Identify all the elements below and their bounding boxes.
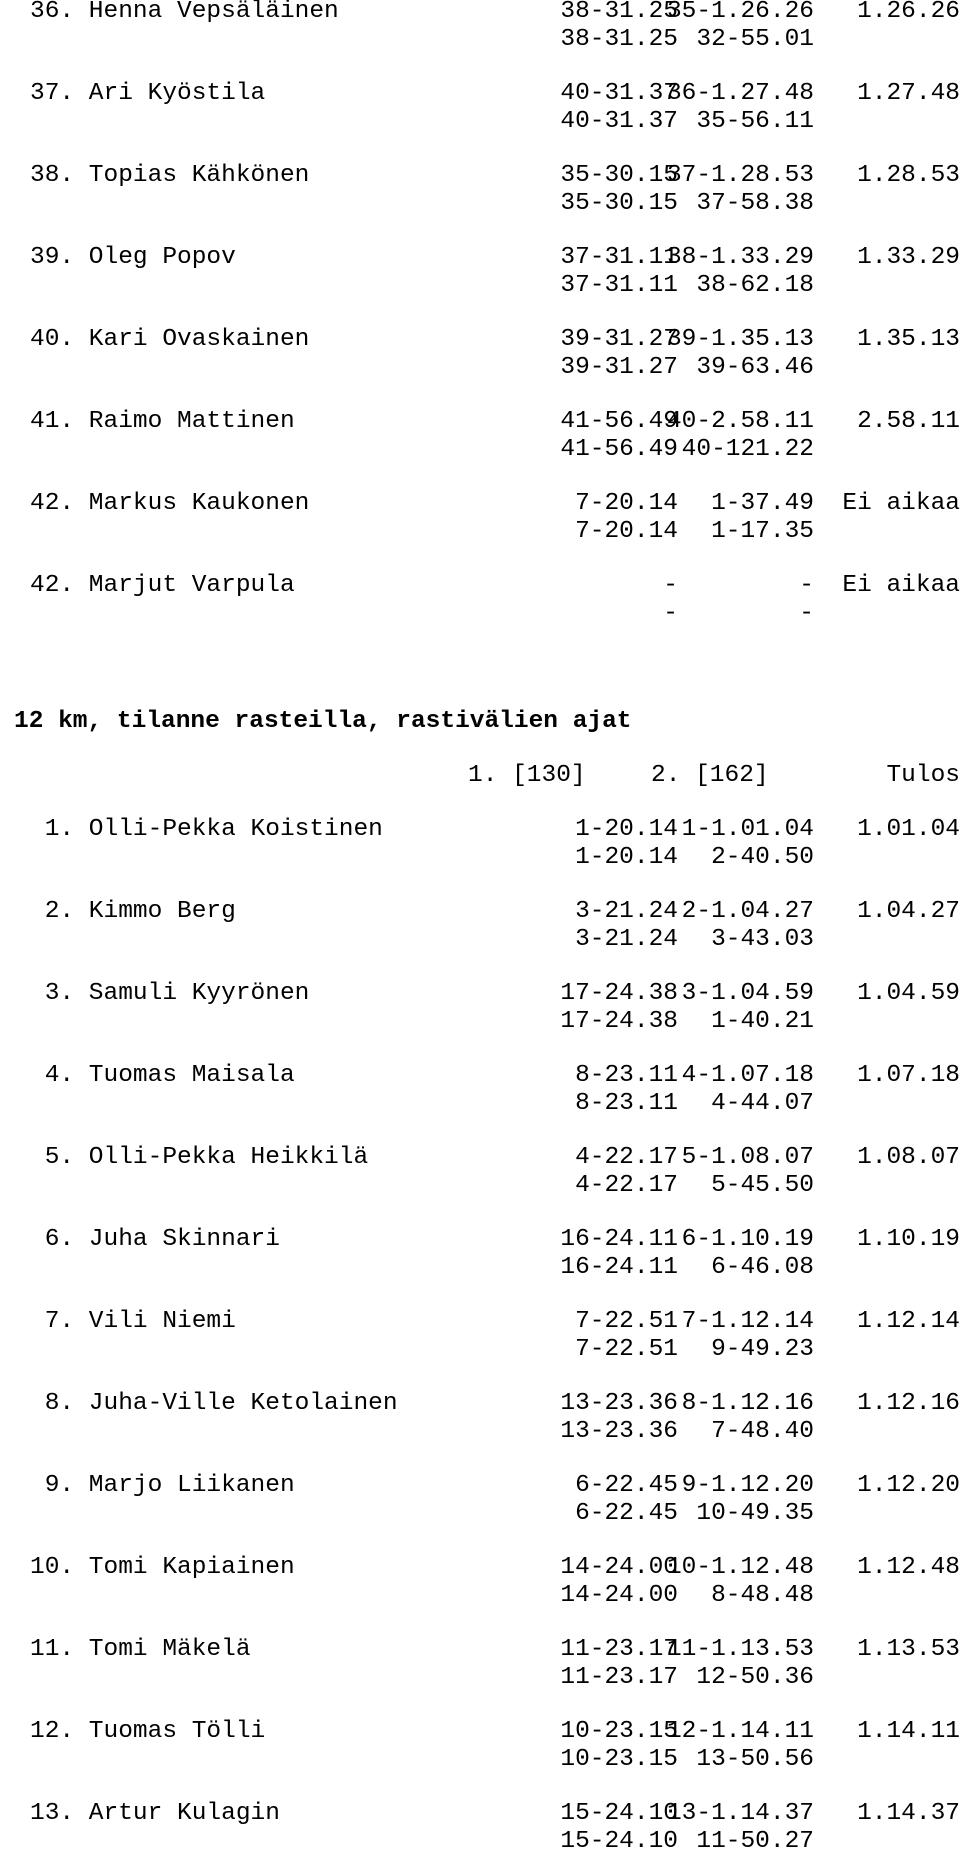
result-row: [0, 0, 960, 26]
result-row: [0, 1636, 960, 1664]
final-result: 1.26.26: [857, 0, 960, 25]
cumulative-time-2: 9-1.12.20: [681, 1472, 814, 1499]
split-row: [0, 600, 960, 628]
cumulative-time-2: 7-1.12.14: [681, 1308, 814, 1335]
result-row: [0, 572, 960, 600]
cumulative-time-1: 39-31.27: [560, 326, 678, 353]
cumulative-time-1: 6-22.45: [575, 1472, 678, 1499]
result-row: [0, 1800, 960, 1828]
split-row: [0, 1746, 960, 1774]
cumulative-time-2: 36-1.27.48: [666, 80, 814, 107]
competitor-name: 42. Marjut Varpula: [30, 572, 295, 599]
final-result: 1.08.07: [857, 1144, 960, 1171]
final-result: 1.07.18: [857, 1062, 960, 1089]
result-row: [0, 490, 960, 518]
competitor-name: 13. Artur Kulagin: [30, 1800, 280, 1827]
split-time-1: 17-24.38: [560, 1008, 678, 1035]
final-result: 1.04.59: [857, 980, 960, 1007]
competitor-name: 11. Tomi Mäkelä: [30, 1636, 251, 1663]
section-2-title: 12 km, tilanne rasteilla, rastivälien ajat: [14, 708, 632, 735]
cumulative-time-2: 12-1.14.11: [666, 1718, 814, 1745]
split-time-1: 8-23.11: [575, 1090, 678, 1117]
split-time-2: 4-44.07: [711, 1090, 814, 1117]
competitor-name: 37. Ari Kyöstila: [30, 80, 266, 107]
final-result: 1.01.04: [857, 816, 960, 843]
split-time-2: 7-48.40: [711, 1418, 814, 1445]
cumulative-time-2: 40-2.58.11: [666, 408, 814, 435]
header-control-2: 2. [162]: [651, 762, 769, 789]
final-result: 1.27.48: [857, 80, 960, 107]
cumulative-time-2: 35-1.26.26: [666, 0, 814, 25]
split-time-2: 5-45.50: [711, 1172, 814, 1199]
competitor-name: 41. Raimo Mattinen: [30, 408, 295, 435]
split-time-2: 1-17.35: [711, 518, 814, 545]
cumulative-time-1: 38-31.25: [560, 0, 678, 25]
split-time-1: 41-56.49: [560, 436, 678, 463]
split-row: [0, 1254, 960, 1282]
split-time-2: 11-50.27: [696, 1828, 814, 1855]
final-result: 1.04.27: [857, 898, 960, 925]
cumulative-time-2: -: [799, 572, 814, 599]
result-row: [0, 1554, 960, 1582]
result-row: [0, 162, 960, 190]
result-row: [0, 1308, 960, 1336]
split-time-1: 15-24.10: [560, 1828, 678, 1855]
split-time-2: 9-49.23: [711, 1336, 814, 1363]
final-result: 1.10.19: [857, 1226, 960, 1253]
split-time-1: 7-20.14: [575, 518, 678, 545]
split-time-1: 14-24.00: [560, 1582, 678, 1609]
competitor-name: 4. Tuomas Maisala: [30, 1062, 295, 1089]
competitor-name: 3. Samuli Kyyrönen: [30, 980, 310, 1007]
cumulative-time-1: 7-20.14: [575, 490, 678, 517]
split-row: [0, 1418, 960, 1446]
result-row: [0, 1390, 960, 1418]
split-time-2: -: [799, 600, 814, 627]
competitor-name: 38. Topias Kähkönen: [30, 162, 310, 189]
final-result: Ei aikaa: [842, 572, 960, 599]
competitor-name: 2. Kimmo Berg: [30, 898, 236, 925]
split-time-2: 37-58.38: [696, 190, 814, 217]
split-time-1: -: [663, 600, 678, 627]
competitor-name: 5. Olli-Pekka Heikkilä: [30, 1144, 369, 1171]
result-row: [0, 326, 960, 354]
final-result: 2.58.11: [857, 408, 960, 435]
split-row: [0, 190, 960, 218]
cumulative-time-2: 6-1.10.19: [681, 1226, 814, 1253]
cumulative-time-1: 3-21.24: [575, 898, 678, 925]
cumulative-time-2: 38-1.33.29: [666, 244, 814, 271]
result-row: [0, 408, 960, 436]
split-row: [0, 436, 960, 464]
result-row: [0, 80, 960, 108]
result-row: [0, 1226, 960, 1254]
split-time-2: 12-50.36: [696, 1664, 814, 1691]
competitor-name: 12. Tuomas Tölli: [30, 1718, 266, 1745]
cumulative-time-1: 15-24.10: [560, 1800, 678, 1827]
cumulative-time-1: 8-23.11: [575, 1062, 678, 1089]
competitor-name: 6. Juha Skinnari: [30, 1226, 280, 1253]
split-row: [0, 1828, 960, 1856]
competitor-name: 7. Vili Niemi: [30, 1308, 236, 1335]
competitor-name: 10. Tomi Kapiainen: [30, 1554, 295, 1581]
split-time-2: 38-62.18: [696, 272, 814, 299]
cumulative-time-2: 13-1.14.37: [666, 1800, 814, 1827]
competitor-name: 40. Kari Ovaskainen: [30, 326, 310, 353]
split-time-2: 3-43.03: [711, 926, 814, 953]
split-row: [0, 518, 960, 546]
final-result: 1.28.53: [857, 162, 960, 189]
split-row: [0, 926, 960, 954]
cumulative-time-1: 7-22.51: [575, 1308, 678, 1335]
split-row: [0, 844, 960, 872]
cumulative-time-2: 1-37.49: [711, 490, 814, 517]
split-time-2: 1-40.21: [711, 1008, 814, 1035]
split-row: [0, 108, 960, 136]
cumulative-time-2: 4-1.07.18: [681, 1062, 814, 1089]
split-row: [0, 1664, 960, 1692]
cumulative-time-1: 37-31.11: [560, 244, 678, 271]
competitor-name: 9. Marjo Liikanen: [30, 1472, 295, 1499]
cumulative-time-2: 39-1.35.13: [666, 326, 814, 353]
final-result: 1.13.53: [857, 1636, 960, 1663]
split-time-1: 13-23.36: [560, 1418, 678, 1445]
final-result: 1.12.16: [857, 1390, 960, 1417]
cumulative-time-1: 11-23.17: [560, 1636, 678, 1663]
cumulative-time-1: 14-24.00: [560, 1554, 678, 1581]
result-row: [0, 1718, 960, 1746]
split-row: [0, 1336, 960, 1364]
final-result: 1.12.48: [857, 1554, 960, 1581]
cumulative-time-2: 5-1.08.07: [681, 1144, 814, 1171]
cumulative-time-2: 8-1.12.16: [681, 1390, 814, 1417]
split-time-1: 37-31.11: [560, 272, 678, 299]
split-row: [0, 354, 960, 382]
final-result: 1.12.20: [857, 1472, 960, 1499]
result-row: [0, 244, 960, 272]
cumulative-time-1: 41-56.49: [560, 408, 678, 435]
competitor-name: 36. Henna Vepsäläinen: [30, 0, 339, 25]
split-row: [0, 272, 960, 300]
final-result: Ei aikaa: [842, 490, 960, 517]
cumulative-time-2: 3-1.04.59: [681, 980, 814, 1007]
split-time-1: 3-21.24: [575, 926, 678, 953]
split-row: [0, 1172, 960, 1200]
final-result: 1.14.11: [857, 1718, 960, 1745]
split-time-1: 39-31.27: [560, 354, 678, 381]
split-row: [0, 26, 960, 54]
split-time-1: 7-22.51: [575, 1336, 678, 1363]
split-time-1: 4-22.17: [575, 1172, 678, 1199]
cumulative-time-1: 16-24.11: [560, 1226, 678, 1253]
final-result: 1.35.13: [857, 326, 960, 353]
split-time-1: 6-22.45: [575, 1500, 678, 1527]
split-time-1: 35-30.15: [560, 190, 678, 217]
split-row: [0, 1090, 960, 1118]
result-row: [0, 816, 960, 844]
competitor-name: 1. Olli-Pekka Koistinen: [30, 816, 383, 843]
split-time-2: 2-40.50: [711, 844, 814, 871]
cumulative-time-1: 4-22.17: [575, 1144, 678, 1171]
result-row: [0, 898, 960, 926]
split-time-2: 40-121.22: [681, 436, 814, 463]
cumulative-time-1: 1-20.14: [575, 816, 678, 843]
cumulative-time-2: 2-1.04.27: [681, 898, 814, 925]
result-row: [0, 1062, 960, 1090]
split-time-1: 16-24.11: [560, 1254, 678, 1281]
result-row: [0, 1144, 960, 1172]
column-header-row: [0, 762, 960, 790]
cumulative-time-1: 10-23.15: [560, 1718, 678, 1745]
cumulative-time-2: 10-1.12.48: [666, 1554, 814, 1581]
header-control-1: 1. [130]: [468, 762, 586, 789]
split-time-2: 6-46.08: [711, 1254, 814, 1281]
competitor-name: 8. Juha-Ville Ketolainen: [30, 1390, 398, 1417]
competitor-name: 39. Oleg Popov: [30, 244, 236, 271]
split-time-1: 40-31.37: [560, 108, 678, 135]
split-row: [0, 1582, 960, 1610]
split-row: [0, 1008, 960, 1036]
final-result: 1.14.37: [857, 1800, 960, 1827]
result-row: [0, 1472, 960, 1500]
split-time-1: 1-20.14: [575, 844, 678, 871]
split-time-2: 8-48.48: [711, 1582, 814, 1609]
cumulative-time-1: -: [663, 572, 678, 599]
competitor-name: 42. Markus Kaukonen: [30, 490, 310, 517]
result-row: [0, 980, 960, 1008]
final-result: 1.33.29: [857, 244, 960, 271]
split-row: [0, 1500, 960, 1528]
cumulative-time-1: 13-23.36: [560, 1390, 678, 1417]
split-time-1: 38-31.25: [560, 26, 678, 53]
split-time-2: 13-50.56: [696, 1746, 814, 1773]
cumulative-time-1: 17-24.38: [560, 980, 678, 1007]
split-time-2: 39-63.46: [696, 354, 814, 381]
split-time-1: 11-23.17: [560, 1664, 678, 1691]
cumulative-time-1: 40-31.37: [560, 80, 678, 107]
cumulative-time-2: 11-1.13.53: [666, 1636, 814, 1663]
split-time-2: 35-56.11: [696, 108, 814, 135]
cumulative-time-2: 1-1.01.04: [681, 816, 814, 843]
header-result: Tulos: [886, 762, 960, 789]
cumulative-time-2: 37-1.28.53: [666, 162, 814, 189]
split-time-1: 10-23.15: [560, 1746, 678, 1773]
split-time-2: 10-49.35: [696, 1500, 814, 1527]
split-time-2: 32-55.01: [696, 26, 814, 53]
final-result: 1.12.14: [857, 1308, 960, 1335]
cumulative-time-1: 35-30.15: [560, 162, 678, 189]
